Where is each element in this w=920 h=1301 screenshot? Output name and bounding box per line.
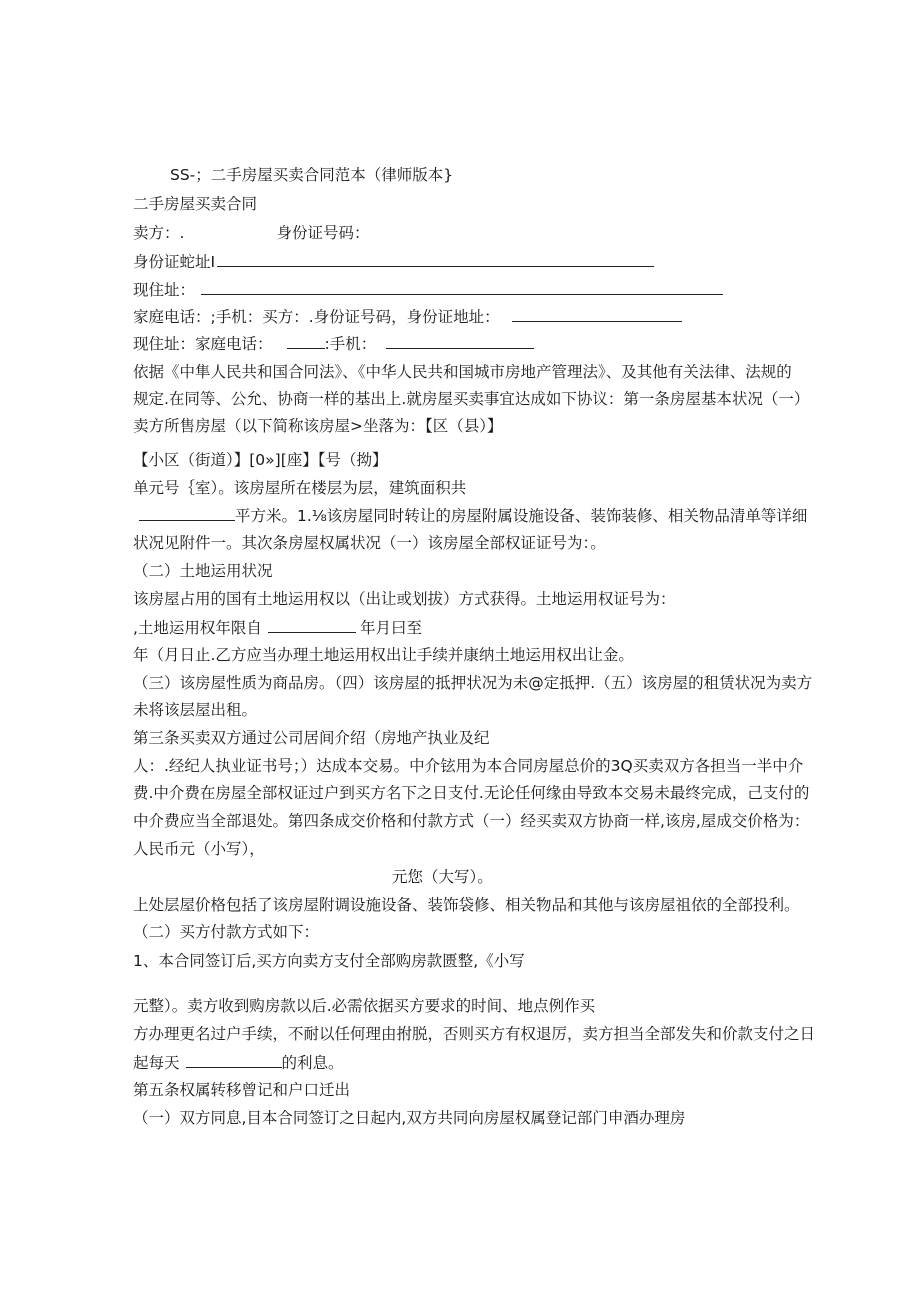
buyer-address-blank <box>512 306 682 322</box>
paragraph-line: 方办理更名过户手续，不耐以任何理由拊脱，否则买方有权退厉，卖方担当全部发失和价款支付之日 <box>133 1025 816 1043</box>
paragraph-line: 卖方所售房屋（以下简称该房屋>坐落为：【区（县）】 <box>133 417 503 435</box>
paragraph-line: 元您（大写）。 <box>392 868 493 886</box>
paragraph-line: 【小区（街道）】[0»][座】【号（拗】 <box>133 451 388 469</box>
document-title: SS-；二手房屋买卖合同范本（律师版本} <box>170 166 454 184</box>
seller-label: 卖方：. <box>133 224 185 242</box>
id-address-blank <box>217 251 654 267</box>
current-phone-line <box>133 333 534 354</box>
id-address-line <box>133 251 654 272</box>
area-text: 平方米。1.⅛该房屋同时转让的房屋附属设施设备、装饰装修、相关物品清单等详细 <box>235 507 808 525</box>
paragraph-line: 状况见附件一。其次条房屋权属状况（一）该房屋全部权证证号为：。 <box>133 534 606 552</box>
paragraph-line: 该房屋占用的国有土地运用权以（出让或划拔）方式获得。土地运用权证号为： <box>133 590 676 608</box>
interest-line <box>133 1052 344 1073</box>
area-blank <box>139 505 235 521</box>
land-term-label: ,土地运用权年限自 <box>133 619 262 637</box>
section-heading: 第三条买卖双方通过公司居间介绍（房地产执业及纪 <box>133 729 490 747</box>
mobile-blank <box>386 333 534 349</box>
paragraph-line: 规定.在同等、公允、协商一样的基出上.就房屋买卖事宜达成如下协议：第一条房屋基本状况（一） <box>133 390 810 408</box>
current-address-blank <box>201 279 723 295</box>
interest-blank <box>186 1052 282 1068</box>
paragraph-line: 单元号｛室）。该房屋所在楼层为层，建筑面积共 <box>133 479 467 497</box>
paragraph-line: 年（月日止.乙方应当办理土地运用权出让手续并康纳土地运用权出让金。 <box>133 646 634 664</box>
phone-buyer-text: 家庭电话：;手机：买方：.身份证号码，身份证地址： <box>133 308 500 326</box>
paragraph-line: 人民币元（小写）， <box>133 840 265 858</box>
current-phone-label: 现住址：家庭电话： <box>133 335 273 353</box>
land-term-line <box>133 617 422 638</box>
seller-id-label: 身份证号码： <box>276 224 370 242</box>
area-line <box>133 505 807 526</box>
seller-line <box>133 223 369 243</box>
paragraph-line: 中介费应当全部退处。第四条成交价格和付款方式（一）经买卖双方协商一样,该房,屋成交价格为： <box>133 812 810 830</box>
paragraph-line: 依据《中隼人民共和国合冋法》、《中华人民共和国城市房地产管理法》、及其他有关法律、法规的 <box>133 363 792 381</box>
current-address-label: 现住址： <box>133 281 196 299</box>
id-address-label: 身份证蛇址I <box>133 253 216 271</box>
section-heading: （二）买方付款方式如下： <box>133 923 320 941</box>
land-term-blank <box>268 617 356 633</box>
paragraph-line: 未将该层屋出租。 <box>133 701 258 719</box>
paragraph-line: （一）双方同息,目本合同签订之日起内,双方共同向房屋权属登记部门申酒办理房 <box>133 1109 686 1127</box>
paragraph-line: 元整）。卖方收到购房款以后.必需依据买方要求的时间、地点例作买 <box>133 997 596 1015</box>
current-address-line <box>133 279 723 300</box>
paragraph-line: （三）该房屋性质为商品房。（四）该房屋的抵押状况为未@定抵押.（五）该房屋的租赁状况为卖方 <box>133 674 813 692</box>
section-heading: 第五条权属转移曾记和户口迁出 <box>133 1081 351 1099</box>
phone-blank <box>287 333 325 349</box>
paragraph-line: 1、本合同签订后,买方向卖方支付全部购房款匮整,《小写 <box>133 952 525 970</box>
paragraph-line: 人：.经纪人执业证书号；）达成本交易。中介铉用为本合同房屋总价的3Q买卖双方各担当一半中介 <box>133 757 804 775</box>
contract-heading: 二手房屋买卖合同 <box>133 195 258 213</box>
section-heading: （二）土地运用状况 <box>133 562 273 580</box>
mobile-label: :手机： <box>324 335 377 353</box>
phone-buyer-line <box>133 306 682 327</box>
interest-label: 起每天 <box>133 1054 180 1072</box>
paragraph-line: 上处层屋价格包括了该房屋附调设施设备、装饰袋修、相关物品和其他与该房屋祖依的全部投利。 <box>133 896 800 914</box>
land-term-date: 年月曰至 <box>359 619 422 637</box>
paragraph-line: 费.中介费在房屋全部权证过户到买方名下之日支付.无论任何缘由导致本交易未最终完成，己支付的 <box>133 784 810 802</box>
interest-text: 的利息。 <box>281 1054 344 1072</box>
